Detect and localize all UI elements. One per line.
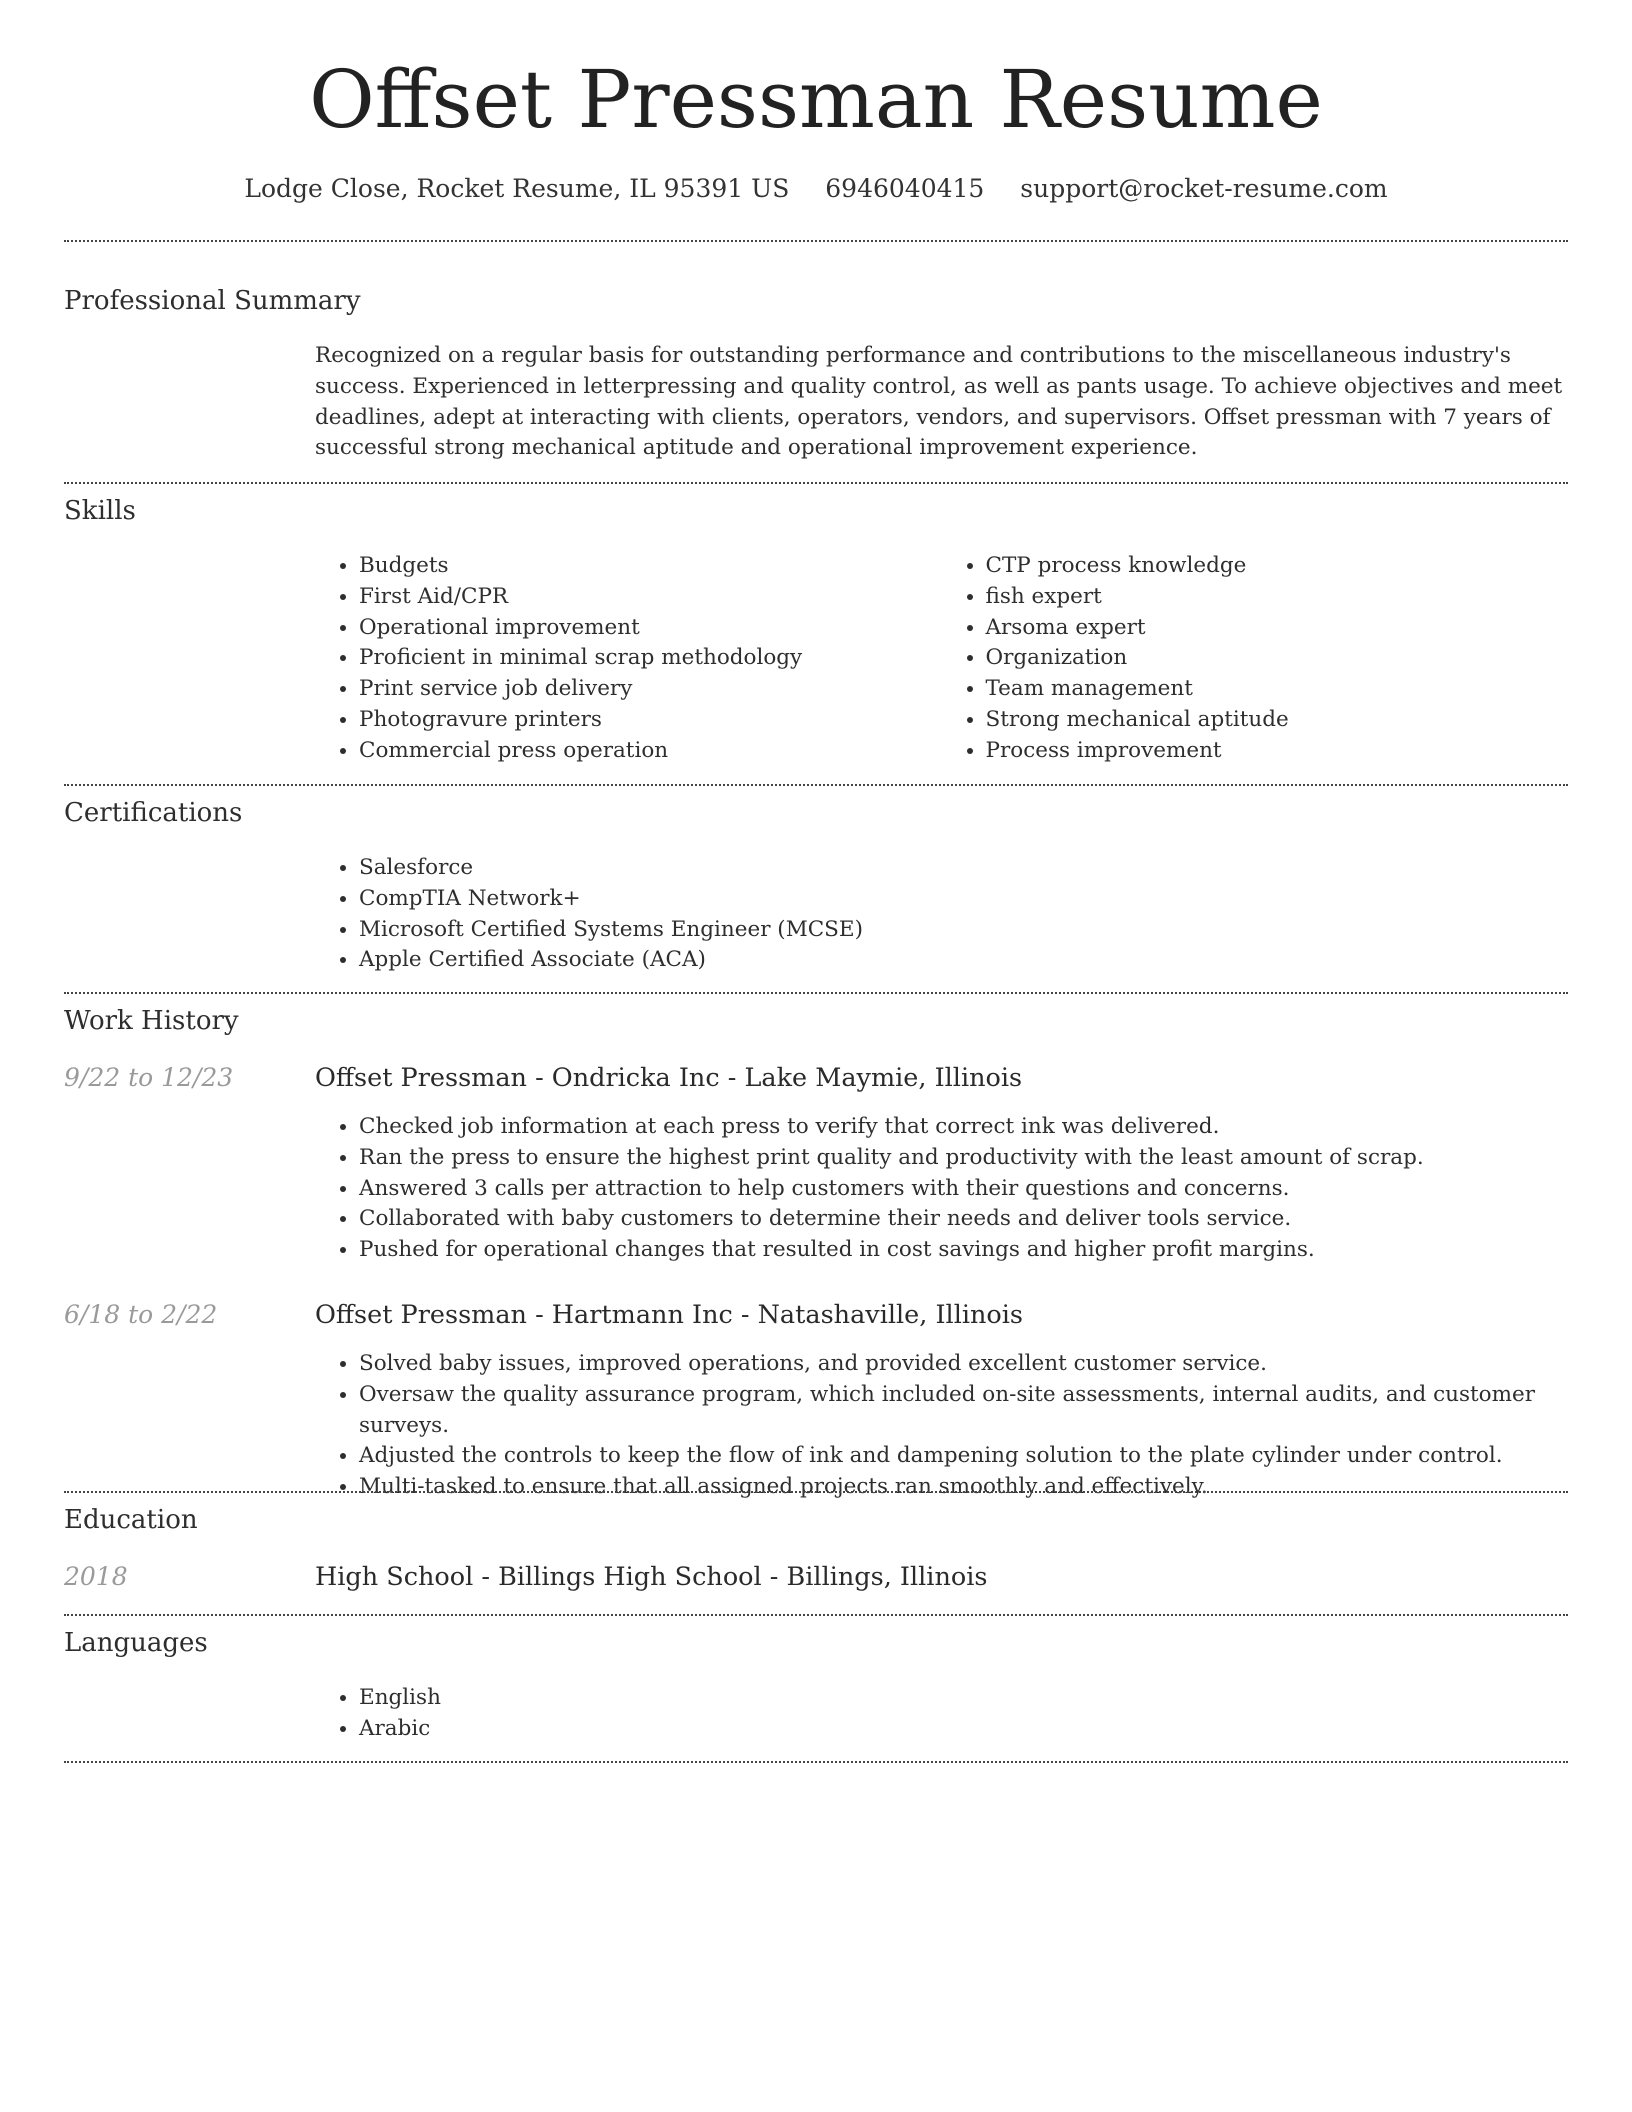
list-item: • Photogravure printers bbox=[359, 705, 942, 736]
skills-block bbox=[315, 551, 1568, 767]
education-entry: High School - Billings High School - Billings, Illinois bbox=[315, 1562, 988, 1592]
certifications-list bbox=[315, 853, 1568, 976]
certifications-block bbox=[315, 853, 1568, 976]
list-item: • Organization bbox=[986, 643, 1569, 674]
summary-block bbox=[315, 341, 1568, 464]
skills-list-right bbox=[942, 551, 1569, 767]
section-title-work-history: Work History bbox=[64, 1006, 239, 1036]
summary-text: Recognized on a regular basis for outstanding performance and contributions to the miscellaneous industry's success. Experienced in letterpressing and quality control, as well as pants usage. To achieve objectives and meet deadlines, adept at interacting with clients, operators, vendors, and supervisors. Offset pressman with 7 years of successful strong mechanical aptitude and operational improvement experience. bbox=[315, 343, 1563, 461]
job-dates: 6/18 to 2/22 bbox=[64, 1300, 218, 1329]
list-item: • CTP process knowledge bbox=[986, 551, 1569, 582]
list-item: • Solved baby issues, improved operations, and provided excellent customer service. bbox=[359, 1349, 1568, 1380]
divider bbox=[64, 240, 1568, 242]
list-item: • Process improvement bbox=[986, 736, 1569, 767]
page-title: Offset Pressman Resume bbox=[309, 53, 1323, 146]
skills-list-left bbox=[315, 551, 942, 767]
list-item: • English bbox=[359, 1683, 1568, 1714]
job-title: Offset Pressman - Hartmann Inc - Natashaville, Illinois bbox=[315, 1300, 1024, 1330]
list-item: • Budgets bbox=[359, 551, 942, 582]
list-item: • fish expert bbox=[986, 582, 1569, 613]
list-item: • Operational improvement bbox=[359, 613, 942, 644]
job-bullets bbox=[315, 1112, 1568, 1266]
section-title-certifications: Certifications bbox=[64, 798, 243, 828]
list-item: • Arsoma expert bbox=[986, 613, 1569, 644]
job-title: Offset Pressman - Ondricka Inc - Lake Maymie, Illinois bbox=[315, 1063, 1023, 1093]
list-item: • Adjusted the controls to keep the flow of ink and dampening solution to the plate cylinder under control. bbox=[359, 1441, 1568, 1472]
divider bbox=[64, 1491, 1568, 1493]
list-item: • Salesforce bbox=[359, 853, 1568, 884]
section-title-languages: Languages bbox=[64, 1628, 208, 1658]
list-item: • Commercial press operation bbox=[359, 736, 942, 767]
list-item: • Multi-tasked to ensure that all assigned projects ran smoothly and effectively. bbox=[359, 1472, 1568, 1503]
contact-email: support@rocket-resume.com bbox=[1020, 174, 1388, 203]
list-item: • Strong mechanical aptitude bbox=[986, 705, 1569, 736]
section-title-summary: Professional Summary bbox=[64, 286, 361, 316]
list-item: • Arabic bbox=[359, 1714, 1568, 1745]
list-item: • Microsoft Certified Systems Engineer (MCSE) bbox=[359, 915, 1568, 946]
section-title-education: Education bbox=[64, 1505, 198, 1535]
list-item: • Print service job delivery bbox=[359, 674, 942, 705]
list-item: • First Aid/CPR bbox=[359, 582, 942, 613]
list-item: • Team management bbox=[986, 674, 1569, 705]
section-title-skills: Skills bbox=[64, 496, 136, 526]
list-item: • Proficient in minimal scrap methodology bbox=[359, 643, 942, 674]
contact-phone: 6946040415 bbox=[825, 174, 985, 203]
education-year: 2018 bbox=[64, 1562, 128, 1591]
job-bullets-block bbox=[315, 1112, 1568, 1266]
list-item: • Ran the press to ensure the highest print quality and productivity with the least amount of scrap. bbox=[359, 1143, 1568, 1174]
list-item: • Answered 3 calls per attraction to help customers with their questions and concerns. bbox=[359, 1174, 1568, 1205]
divider bbox=[64, 1614, 1568, 1616]
languages-list bbox=[315, 1683, 1568, 1745]
list-item: • Oversaw the quality assurance program, which included on-site assessments, internal audits, and customer surveys. bbox=[359, 1380, 1568, 1442]
divider bbox=[64, 992, 1568, 994]
divider bbox=[64, 482, 1568, 484]
divider bbox=[64, 1761, 1568, 1763]
list-item: • Pushed for operational changes that resulted in cost savings and higher profit margins. bbox=[359, 1235, 1568, 1266]
list-item: • Checked job information at each press to verify that correct ink was delivered. bbox=[359, 1112, 1568, 1143]
contact-address: Lodge Close, Rocket Resume, IL 95391 US bbox=[244, 174, 790, 203]
job-bullets bbox=[315, 1349, 1568, 1503]
job-dates: 9/22 to 12/23 bbox=[64, 1063, 234, 1092]
list-item: • CompTIA Network+ bbox=[359, 884, 1568, 915]
languages-block bbox=[315, 1683, 1568, 1745]
job-bullets-block bbox=[315, 1349, 1568, 1503]
list-item: • Collaborated with baby customers to determine their needs and deliver tools service. bbox=[359, 1204, 1568, 1235]
divider bbox=[64, 784, 1568, 786]
list-item: • Apple Certified Associate (ACA) bbox=[359, 945, 1568, 976]
contact-line bbox=[64, 172, 1568, 206]
